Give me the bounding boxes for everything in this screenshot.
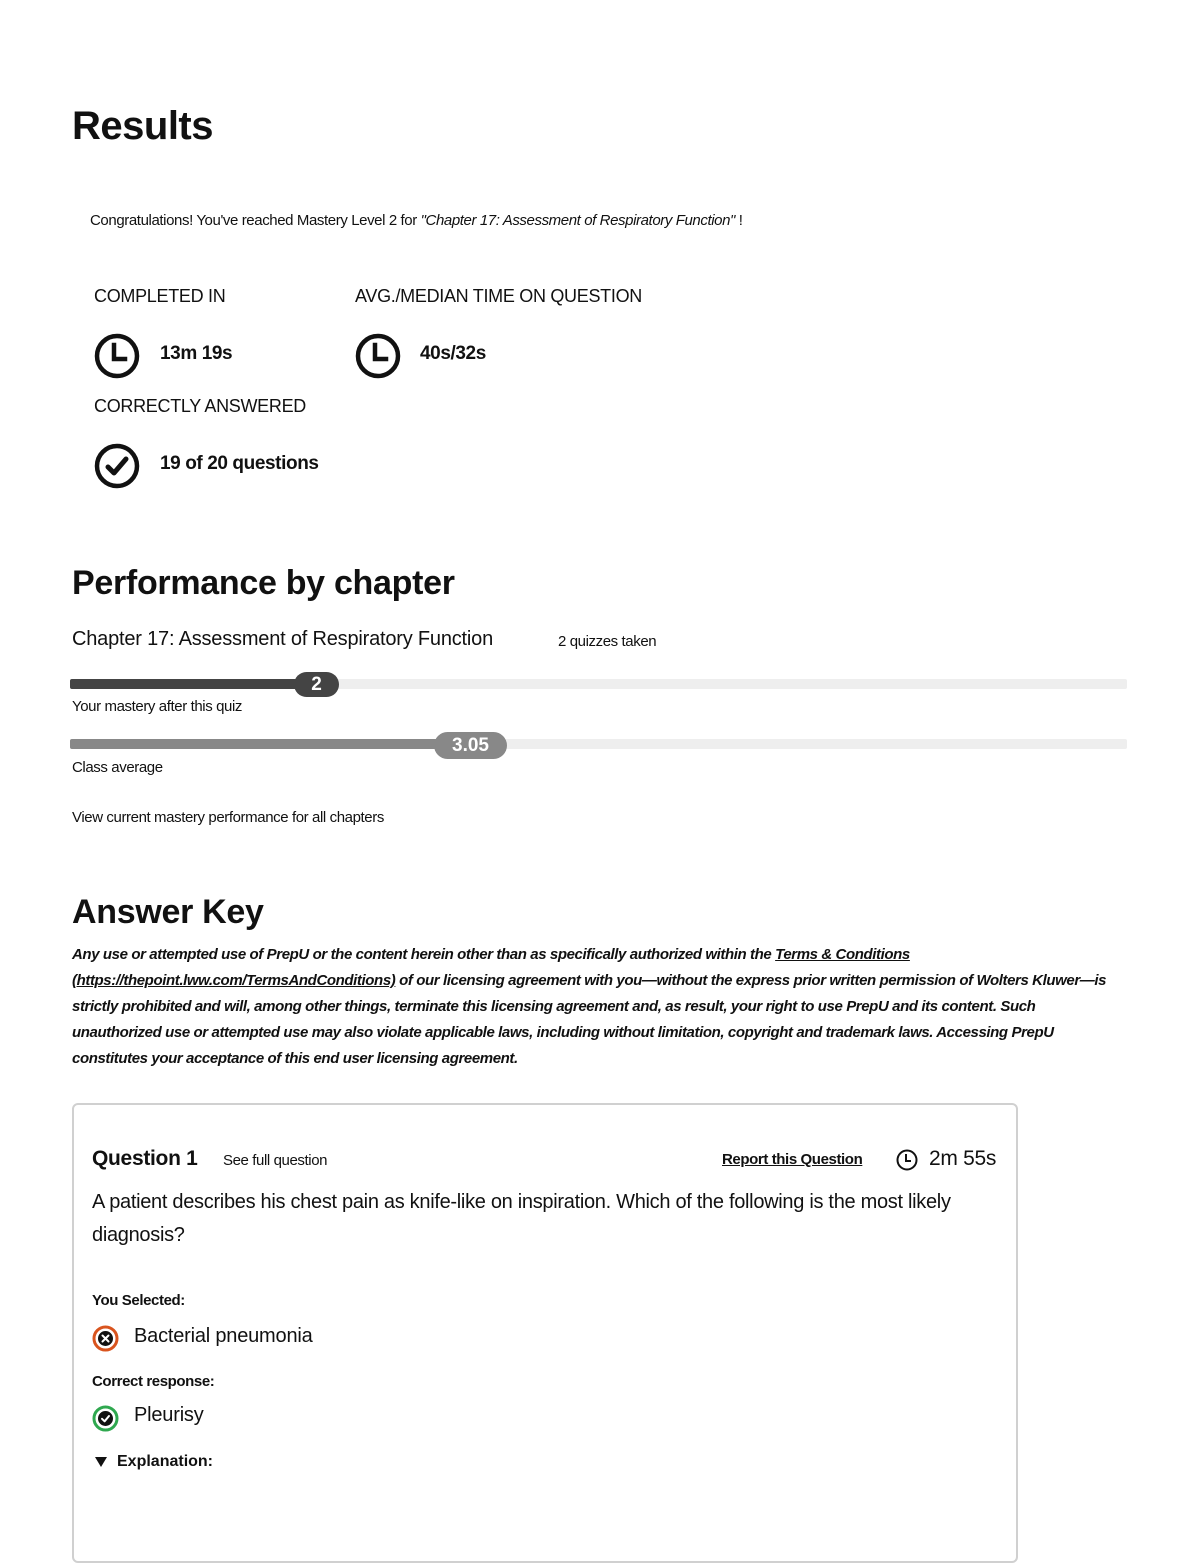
view-all-chapters-link[interactable]: View current mastery performance for all chapters (72, 809, 384, 826)
explanation-toggle[interactable]: Explanation: (92, 1453, 213, 1471)
correct-response-label: Correct response: (92, 1373, 215, 1390)
avg-time-value: 40s/32s (420, 343, 486, 364)
report-question-link[interactable]: Report this Question (722, 1151, 863, 1168)
license-disclaimer: Any use or attempted use of PrepU or the content herein other than as specifically authorized within the Terms & Conditions (https://thepoint.lww.com/TermsAndConditions) of our licensing agreement with you—without the express prior written permission of Wolters Kluwer—is strictly prohibited and will, among other things, terminate this licensing agreement and, as result, your right to use PrepU and its content. Such unauthorized use or attempted use may also violate applicable laws, including without limitation, copyright and trademark laws. Accessing PrepU constitutes your acceptance of this end user licensing agreement. (72, 946, 1107, 1067)
mastery-badge: 2 (294, 672, 339, 697)
clock-icon (94, 333, 140, 379)
mastery-track (70, 679, 1127, 689)
chapter-title-italic: "Chapter 17: Assessment of Respiratory Function" (420, 212, 735, 229)
performance-title: Performance by chapter (72, 564, 455, 602)
selected-answer: Bacterial pneumonia (134, 1325, 313, 1347)
chapter-name: Chapter 17: Assessment of Respiratory Function (72, 628, 494, 650)
class-average-fill (70, 739, 440, 749)
clock-icon (355, 333, 401, 379)
question-card (72, 1103, 1018, 1563)
class-average-badge: 3.05 (434, 732, 507, 759)
question-number: Question 1 (92, 1147, 198, 1170)
you-selected-label: You Selected: (92, 1292, 185, 1309)
correctly-answered-label: CORRECTLY ANSWERED (94, 396, 306, 416)
mastery-fill (70, 679, 310, 689)
class-average-track (70, 739, 1127, 749)
completed-in-value: 13m 19s (160, 343, 233, 364)
see-full-question-link[interactable]: See full question (223, 1152, 328, 1169)
correct-answer: Pleurisy (134, 1404, 204, 1426)
correctly-answered-value: 19 of 20 questions (160, 453, 319, 474)
your-mastery-label: Your mastery after this quiz (72, 698, 242, 715)
class-average-label: Class average (72, 759, 163, 776)
question-text: A patient describes his chest pain as knife-like on inspiration. Which of the following is the most likely diagnosis? (92, 1191, 951, 1246)
wrong-answer-icon (92, 1325, 119, 1352)
avg-time-label: AVG./MEDIAN TIME ON QUESTION (355, 286, 642, 306)
correct-answer-icon (92, 1405, 119, 1432)
results-title: Results (72, 104, 213, 148)
question-time: 2m 55s (929, 1147, 997, 1170)
congratulations-message: Congratulations! You've reached Mastery Level 2 for "Chapter 17: Assessment of Respiratory Function" ! (90, 212, 743, 229)
check-circle-icon (94, 443, 140, 489)
terms-conditions-link[interactable]: Terms & Conditions (https://thepoint.lww.com/TermsAndConditions) (72, 946, 910, 989)
timer-icon (895, 1148, 919, 1172)
completed-in-label: COMPLETED IN (94, 286, 226, 306)
caret-down-icon (95, 1457, 107, 1467)
answer-key-title: Answer Key (72, 893, 264, 931)
quizzes-taken: 2 quizzes taken (558, 633, 657, 650)
